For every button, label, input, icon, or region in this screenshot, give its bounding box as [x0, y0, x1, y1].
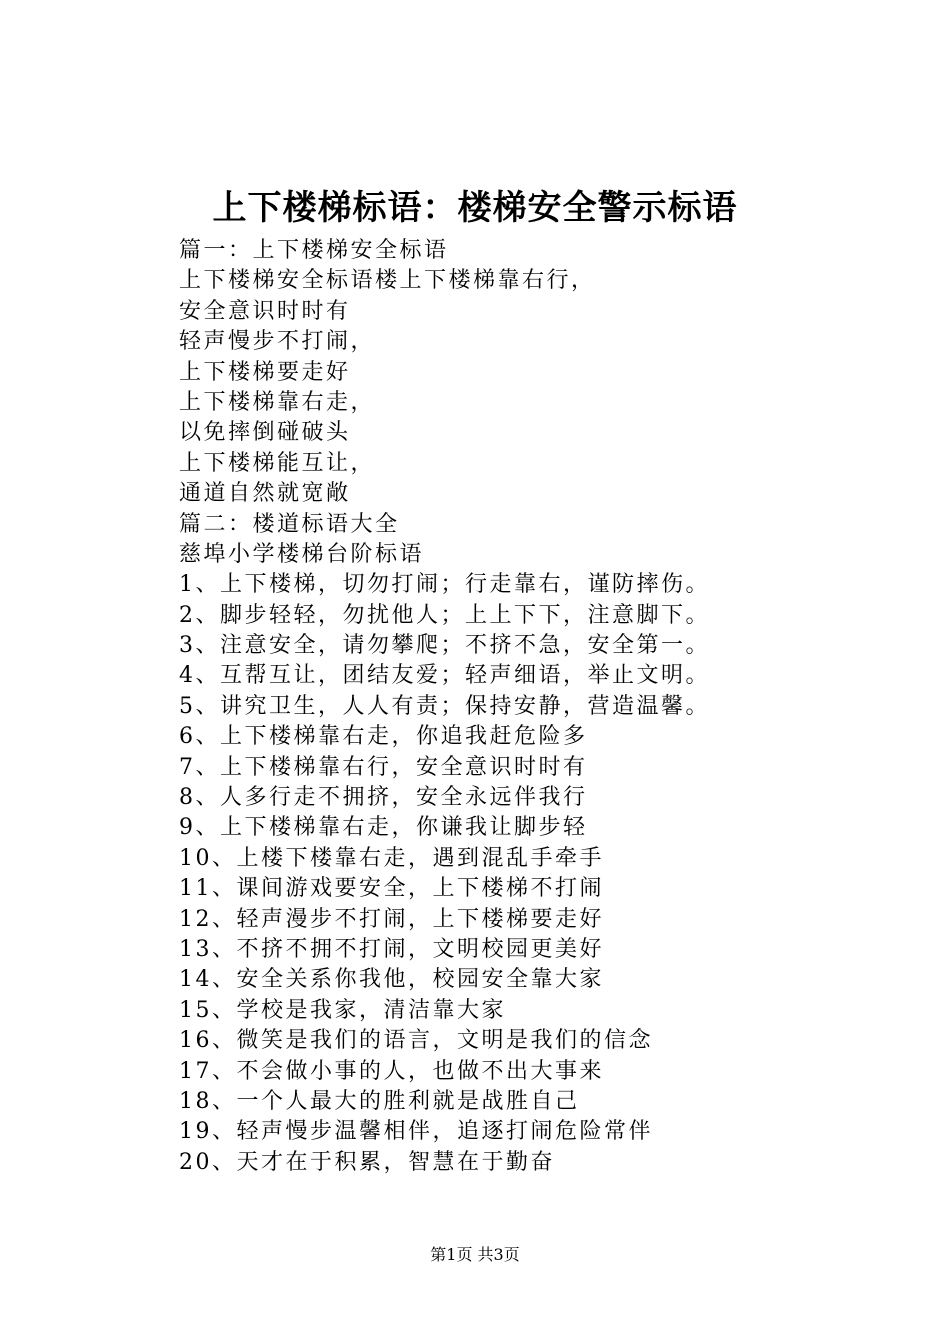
list-item: 5、讲究卫生，人人有责；保持安静，营造温馨。: [179, 693, 710, 719]
list-item: 2、脚步轻轻，勿扰他人；上上下下，注意脚下。: [179, 602, 710, 628]
text-line: 上下楼梯能互让，: [179, 450, 376, 476]
text-line: 慈埠小学楼梯台阶标语: [179, 541, 425, 567]
list-item: 15、学校是我家，清洁靠大家: [179, 997, 506, 1023]
text-line: 上下楼梯要走好: [179, 359, 351, 385]
list-item: 6、上下楼梯靠右走，你追我赶危险多: [179, 724, 588, 750]
list-item: 20、天才在于积累，智慧在于勤奋: [179, 1149, 555, 1175]
list-item: 12、轻声漫步不打闹，上下楼梯要走好: [179, 906, 604, 932]
list-item: 13、不挤不拥不打闹，文明校园更美好: [179, 936, 604, 962]
list-item: 14、安全关系你我他，校园安全靠大家: [179, 967, 604, 993]
list-item: 7、上下楼梯靠右行，安全意识时时有: [179, 754, 588, 780]
text-line: 通道自然就宽敞: [179, 481, 351, 507]
list-item: 1、上下楼梯，切勿打闹；行走靠右，谨防摔伤。: [179, 572, 710, 598]
text-line: 以免摔倒碰破头: [179, 420, 351, 446]
document-body: [179, 236, 899, 1178]
document-title: 上下楼梯标语：楼梯安全警示标语: [212, 188, 738, 228]
page-number-footer: 第1页 共3页: [430, 1245, 520, 1264]
text-line: 篇二：楼道标语大全: [179, 511, 400, 537]
list-item: 18、一个人最大的胜利就是战胜自己: [179, 1088, 580, 1114]
list-item: 3、注意安全，请勿攀爬；不挤不急，安全第一。: [179, 633, 710, 659]
text-line: 篇一：上下楼梯安全标语: [179, 238, 449, 263]
list-item: 9、上下楼梯靠右走，你谦我让脚步轻: [179, 815, 588, 841]
list-item: 16、微笑是我们的语言，文明是我们的信念: [179, 1028, 653, 1054]
text-line: 上下楼梯靠右走，: [179, 389, 376, 415]
text-line: 上下楼梯安全标语楼上下楼梯靠右行，: [179, 268, 596, 294]
list-item: 17、不会做小事的人，也做不出大事来: [179, 1058, 604, 1084]
text-line: 安全意识时时有: [179, 298, 351, 324]
text-line: 轻声慢步不打闹，: [179, 329, 376, 355]
list-item: 19、轻声慢步温馨相伴，追逐打闹危险常伴: [179, 1119, 653, 1145]
list-item: 8、人多行走不拥挤，安全永远伴我行: [179, 785, 588, 811]
list-item: 10、上楼下楼靠右走，遇到混乱手牵手: [179, 845, 604, 871]
list-item: 11、课间游戏要安全，上下楼梯不打闹: [179, 876, 604, 902]
list-item: 4、互帮互让，团结友爱；轻声细语，举止文明。: [179, 663, 710, 689]
